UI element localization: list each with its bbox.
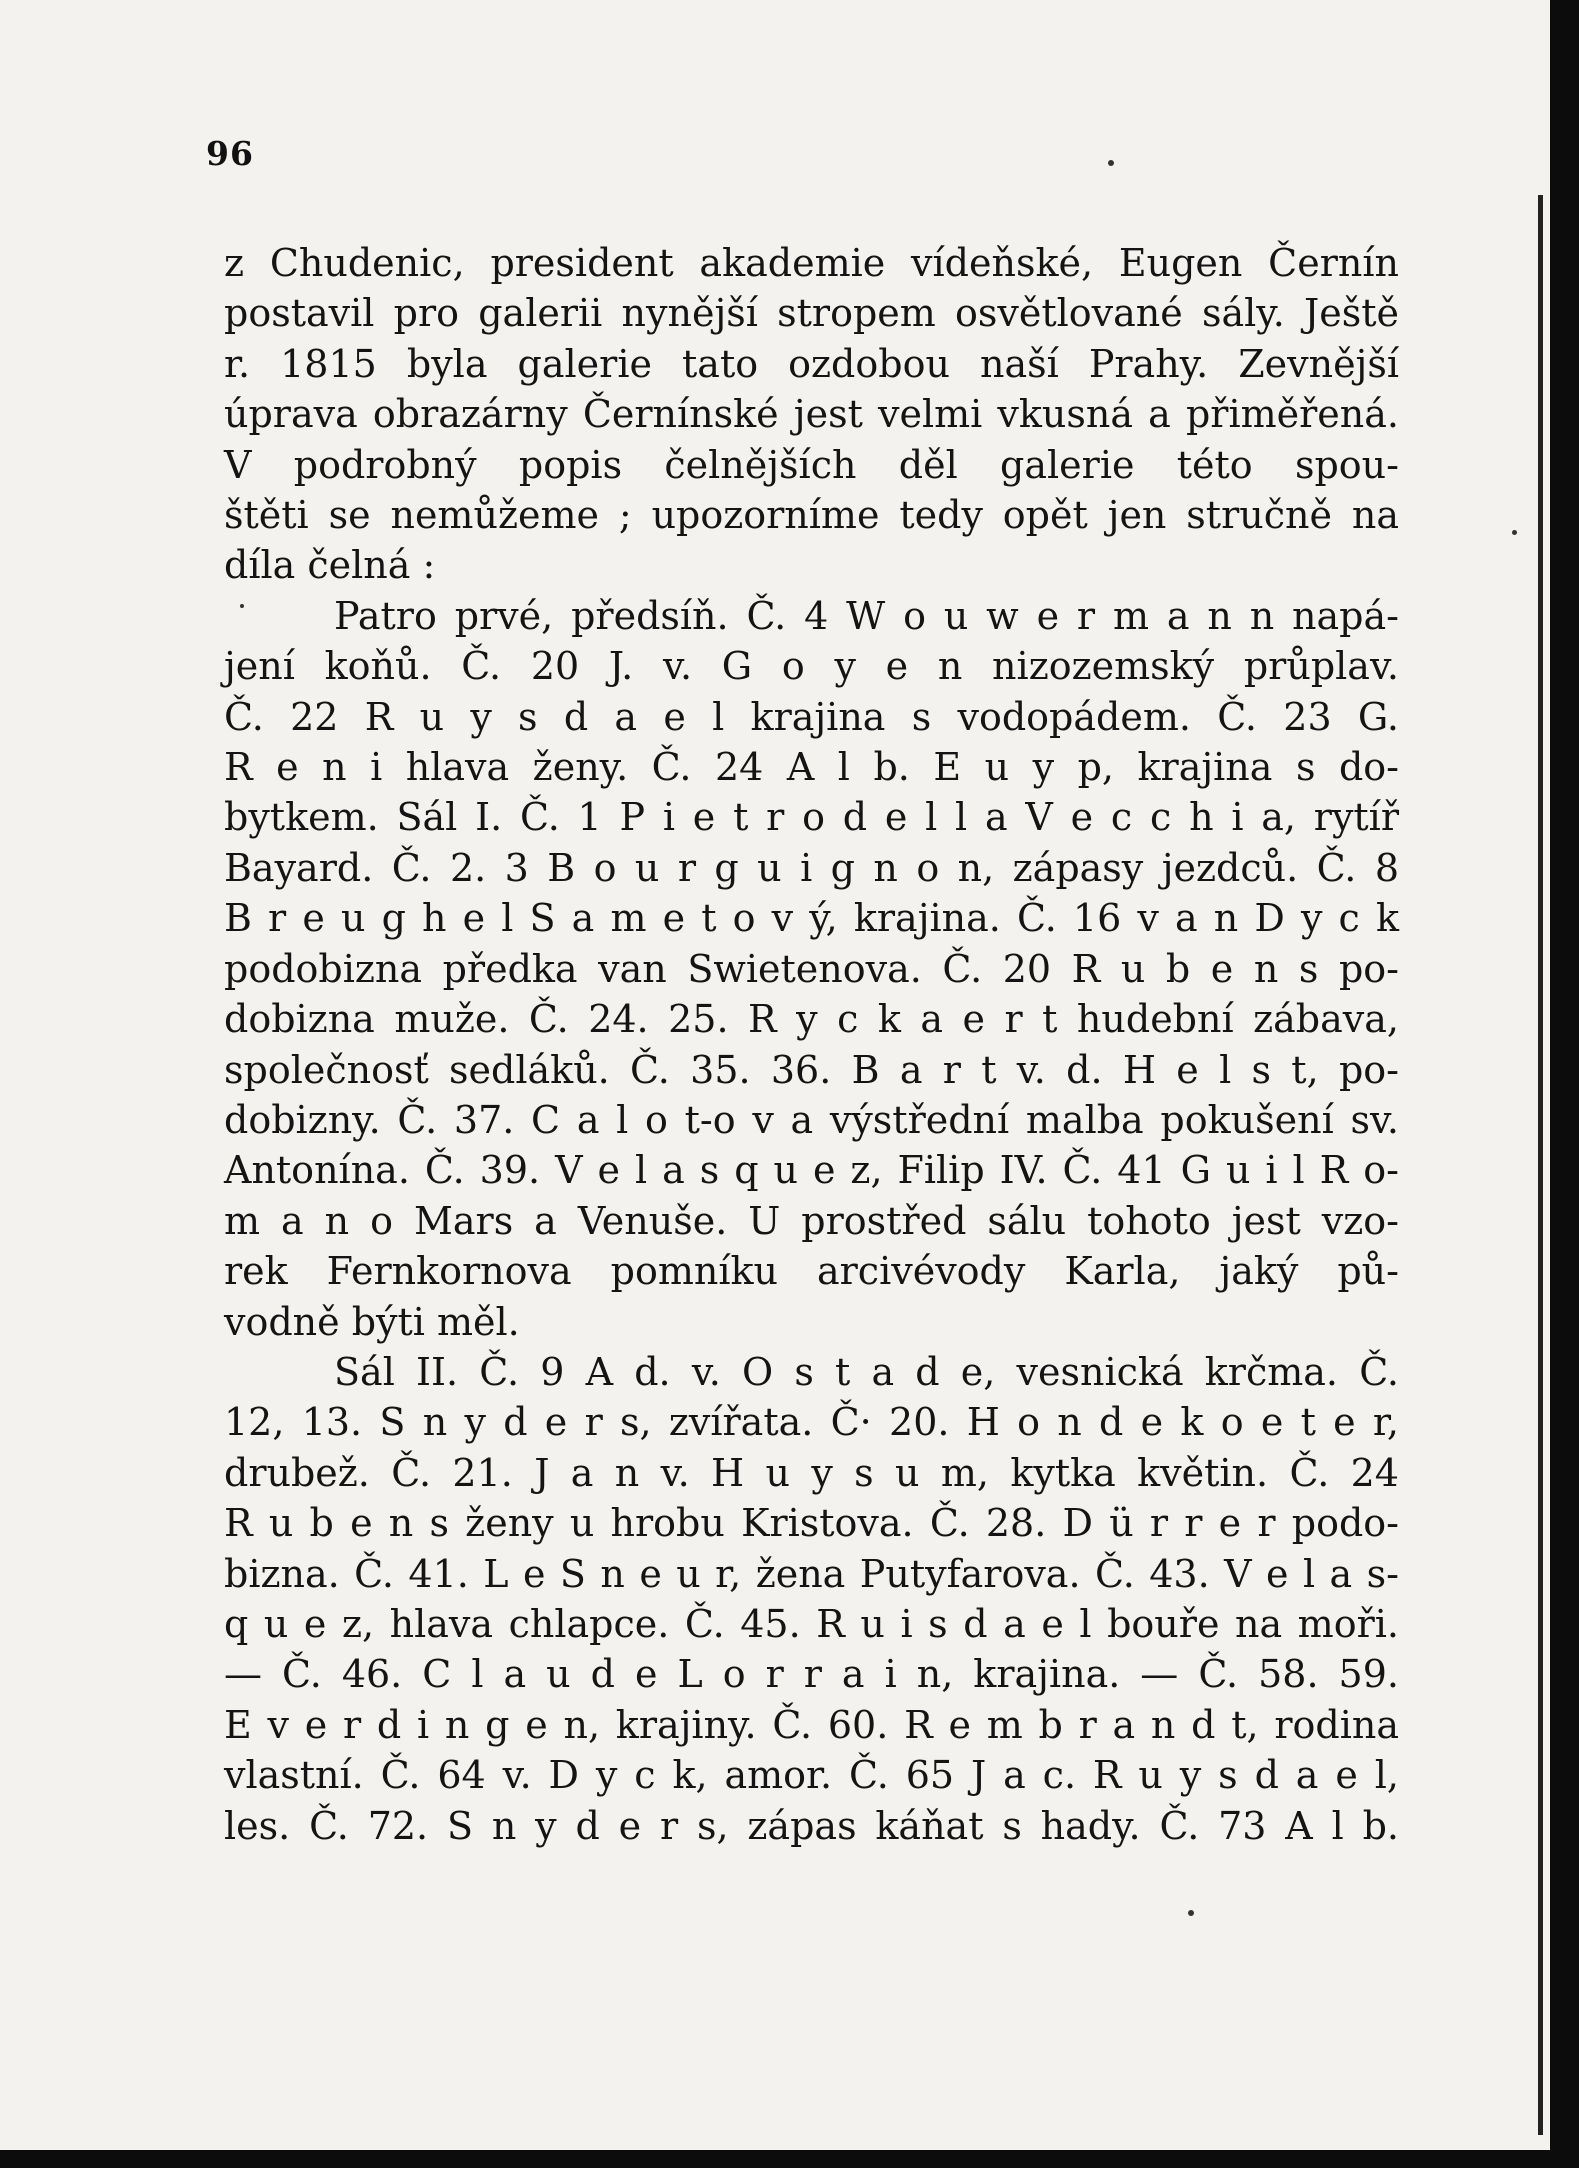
print-speck [1108, 160, 1114, 166]
text-line: společnosť sedláků. Č. 35. 36. B a r t v. d. H e l s t, po- [224, 1047, 1399, 1092]
text-line: Sál II. Č. 9 A d. v. O s t a d e, vesnická krčma. Č. [334, 1349, 1399, 1394]
print-speck [1188, 1910, 1194, 1916]
text-line: Antonína. Č. 39. V e l a s q u e z, Filip IV. Č. 41 G u i l R o- [224, 1148, 1399, 1193]
text-line: dobizna muže. Č. 24. 25. R y c k a e r t hudební zábava, [224, 997, 1399, 1042]
text-line: Patro prvé, předsíň. Č. 4 W o u w e r m a n n napá- [334, 593, 1399, 638]
text-line: V podrobný popis čelnějších děl galerie této spou- [224, 442, 1399, 487]
text-line: r. 1815 byla galerie tato ozdobou naší Prahy. Zevnější [224, 341, 1399, 386]
text-line: vlastní. Č. 64 v. D y c k, amor. Č. 65 J a c. R u y s d a e l, [224, 1753, 1399, 1798]
text-line: podobizna předka van Swietenova. Č. 20 R u b e n s po- [224, 946, 1399, 991]
text-line: R e n i hlava ženy. Č. 24 A l b. E u y p, krajina s do- [224, 745, 1399, 790]
text-line: q u e z, hlava chlapce. Č. 45. R u i s d a e l bouře na moři. [224, 1601, 1399, 1646]
text-line: postavil pro galerii nynější stropem osvětlované sály. Ještě [224, 291, 1399, 336]
page-edge-shadow [1538, 195, 1543, 2135]
text-line: R u b e n s ženy u hrobu Kristova. Č. 28. D ü r r e r podo- [224, 1501, 1399, 1546]
text-line: úprava obrazárny Černínské jest velmi vkusná a přiměřená. [224, 392, 1399, 437]
text-line: drubež. Č. 21. J a n v. H u y s u m, kytka květin. Č. 24 [224, 1450, 1399, 1495]
text-line: bizna. Č. 41. L e S n e u r, žena Putyfarova. Č. 43. V e l a s- [224, 1551, 1399, 1596]
print-speck [240, 604, 244, 608]
text-line: — Č. 46. C l a u d e L o r r a i n, krajina. — Č. 58. 59. [224, 1652, 1399, 1697]
text-line: Č. 22 R u y s d a e l krajina s vodopádem. Č. 23 G. [224, 694, 1399, 739]
text-line: vodně býti měl. [224, 1299, 520, 1344]
text-line: les. Č. 72. S n y d e r s, zápas káňat s hady. Č. 73 A l b. [224, 1803, 1399, 1848]
text-line: E v e r d i n g e n, krajiny. Č. 60. R e m b r a n d t, rodina [224, 1702, 1399, 1747]
print-speck [1512, 530, 1517, 535]
text-line: m a n o Mars a Venuše. U prostřed sálu tohoto jest vzo- [224, 1198, 1399, 1243]
page-number: 96 [206, 134, 254, 173]
text-line: B r e u g h e l S a m e t o v ý, krajina. Č. 16 v a n D y c k [224, 896, 1399, 941]
text-line: rek Fernkornova pomníku arcivévody Karla, jaký pů- [224, 1249, 1399, 1294]
text-line: Bayard. Č. 2. 3 B o u r g u i g n o n, zápasy jezdců. Č. 8 [224, 845, 1399, 890]
text-line: z Chudenic, president akademie vídeňské, Eugen Černín [224, 241, 1399, 285]
text-line: jení koňů. Č. 20 J. v. G o y e n nizozemský průplav. [224, 644, 1399, 689]
text-line: dobizny. Č. 37. C a l o t-o v a výstřední malba pokušení sv. [224, 1097, 1399, 1142]
text-line: 12, 13. S n y d e r s, zvířata. Č· 20. H o n d e k o e t e r, [224, 1400, 1399, 1445]
text-line: díla čelná : [224, 543, 436, 588]
text-line: štěti se nemůžeme ; upozorníme tedy opět jen stručně na [224, 493, 1399, 538]
text-line: bytkem. Sál I. Č. 1 P i e t r o d e l l a V e c c h i a, rytíř [224, 795, 1399, 840]
body-text [224, 238, 1399, 1851]
